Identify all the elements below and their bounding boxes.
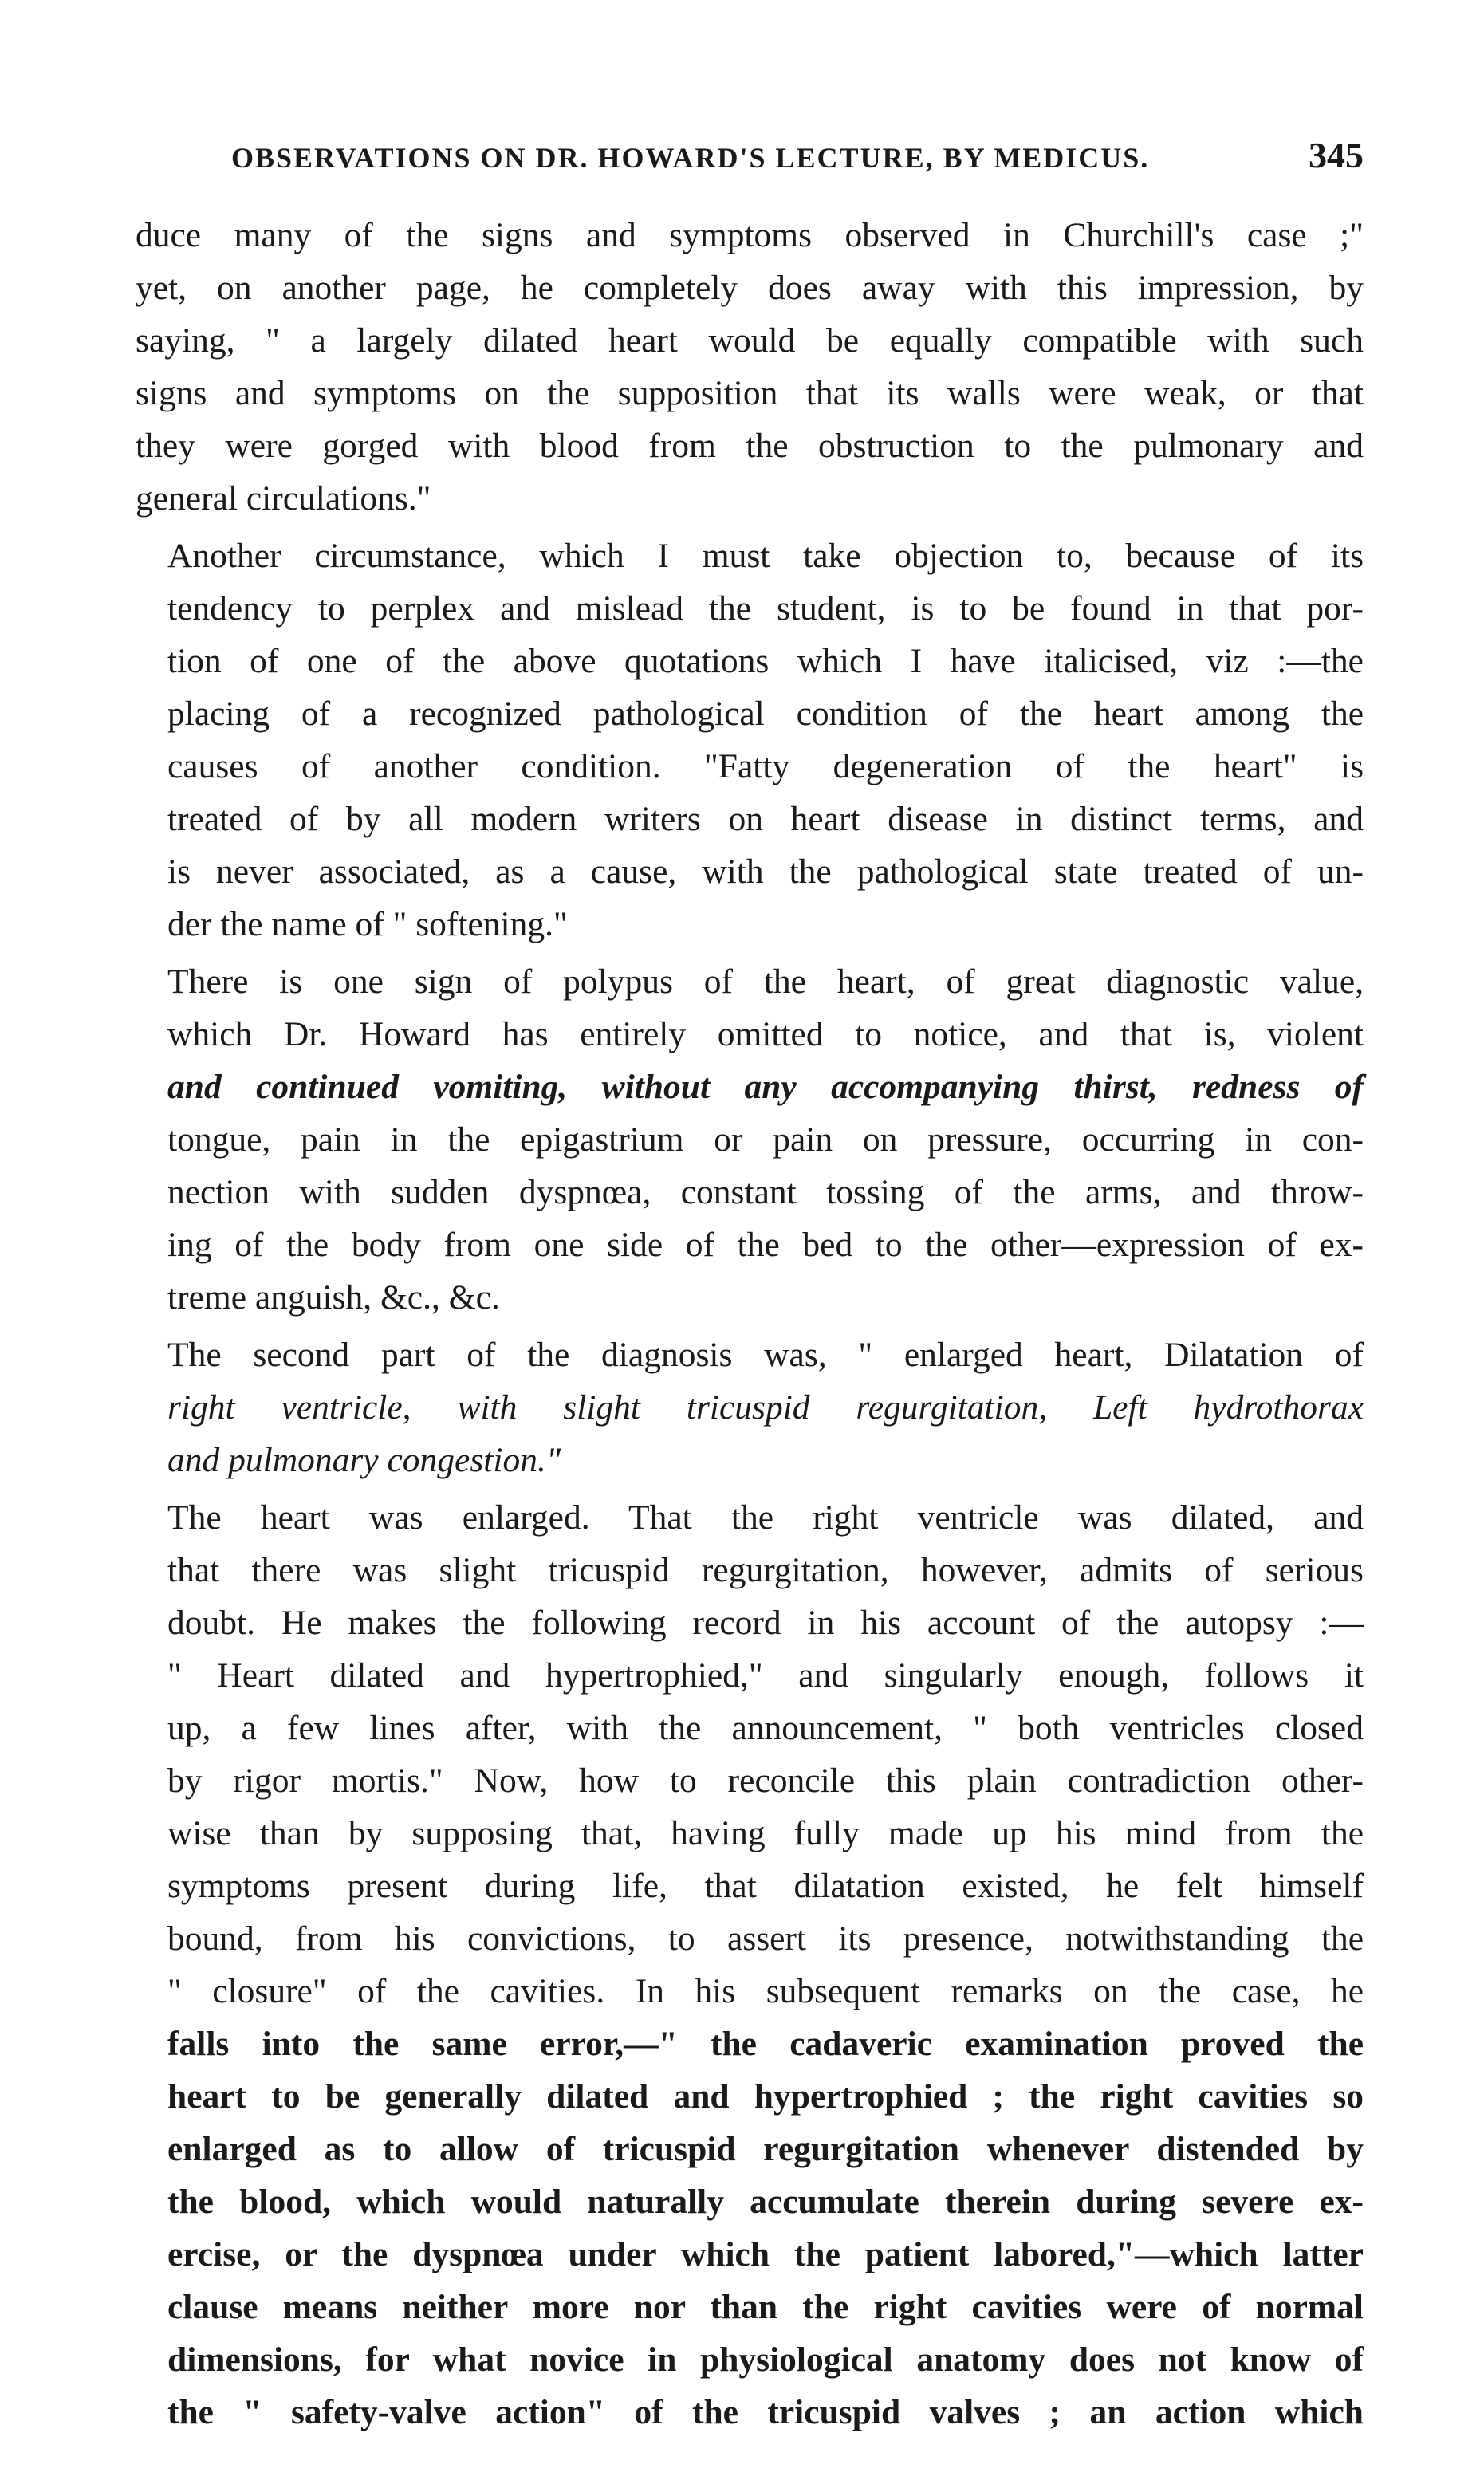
paragraph-heart-enlarged <box>136 1491 1364 2439</box>
text-line: and pulmonary congestion." <box>167 1441 561 1479</box>
text-line: doubt. He makes the following record in his account of the autopsy :— <box>167 1604 1364 1642</box>
text-line: falls into the same error,—" the cadaveric examination proved the <box>167 2025 1364 2063</box>
text-line: the " safety-valve action" of the tricuspid valves ; an action which <box>167 2393 1364 2431</box>
text-line: the blood, which would naturally accumulate therein during severe ex- <box>167 2183 1364 2221</box>
text-line: and continued vomiting, without any accompanying thirst, redness of <box>167 1068 1364 1106</box>
text-line: they were gorged with blood from the obstruction to the pulmonary and <box>136 427 1364 465</box>
text-line: dimensions, for what novice in physiological anatomy does not know of <box>167 2340 1364 2379</box>
text-line: enlarged as to allow of tricuspid regurgitation whenever distended by <box>167 2130 1364 2168</box>
text-line: heart to be generally dilated and hypertrophied ; the right cavities so <box>167 2077 1364 2116</box>
text-line: treme anguish, &c., &c. <box>167 1278 500 1317</box>
text-line: is never associated, as a cause, with the pathological state treated of un- <box>167 852 1364 891</box>
paragraph-second-diagnosis <box>136 1329 1364 1486</box>
text-line: causes of another condition. "Fatty degeneration of the heart" is <box>167 747 1364 785</box>
text-line: Another circumstance, which I must take objection to, because of its <box>167 537 1364 575</box>
text-line: wise than by supposing that, having fully made up his mind from the <box>167 1814 1364 1852</box>
paragraph-polypus-sign <box>136 955 1364 1324</box>
text-line: nection with sudden dyspnœa, constant tossing of the arms, and throw- <box>167 1173 1364 1211</box>
text-line: yet, on another page, he completely does away with this impression, by <box>136 269 1364 307</box>
text-line: saying, " a largely dilated heart would be equally compatible with such <box>136 321 1364 360</box>
text-line: duce many of the signs and symptoms observed in Churchill's case ;" <box>136 216 1364 254</box>
text-line: treated of by all modern writers on heart disease in distinct terms, and <box>167 800 1364 838</box>
text-line: " Heart dilated and hypertrophied," and singularly enough, follows it <box>167 1656 1364 1695</box>
text-line: ercise, or the dyspnœa under which the patient labored,"—which latter <box>167 2235 1364 2273</box>
text-line: der the name of " softening." <box>167 905 568 943</box>
text-line: placing of a recognized pathological condition of the heart among the <box>167 695 1364 733</box>
text-line: bound, from his convictions, to assert its presence, notwithstanding the <box>167 1919 1364 1958</box>
page-number: 345 <box>1309 135 1364 175</box>
text-line: up, a few lines after, with the announcement, " both ventricles closed <box>167 1709 1364 1747</box>
text-line: by rigor mortis." Now, how to reconcile this plain contradiction other- <box>167 1762 1364 1800</box>
running-title: OBSERVATIONS ON DR. HOWARD'S LECTURE, BY MEDICUS. <box>231 142 1150 174</box>
text-line: right ventricle, with slight tricuspid regurgitation, Left hydrothorax <box>167 1388 1364 1427</box>
text-line: symptoms present during life, that dilatation existed, he felt himself <box>167 1867 1364 1905</box>
text-line: The heart was enlarged. That the right ventricle was dilated, and <box>167 1498 1364 1537</box>
body-text <box>136 209 1364 2439</box>
text-line: tongue, pain in the epigastrium or pain on pressure, occurring in con- <box>167 1120 1364 1159</box>
running-head <box>136 134 1364 190</box>
text-line: clause means neither more nor than the right cavities were of normal <box>167 2288 1364 2326</box>
text-line: which Dr. Howard has entirely omitted to notice, and that is, violent <box>167 1015 1364 1053</box>
text-line: general circulations." <box>136 479 431 518</box>
text-line: The second part of the diagnosis was, " enlarged heart, Dilatation of <box>167 1336 1364 1374</box>
paragraph-another-circumstance <box>136 529 1364 951</box>
text-line: " closure" of the cavities. In his subsequent remarks on the case, he <box>167 1972 1364 2010</box>
text-line: ing of the body from one side of the bed to the other—expression of ex- <box>167 1226 1364 1264</box>
text-line: There is one sign of polypus of the heart, of great diagnostic value, <box>167 963 1364 1001</box>
text-line: tendency to perplex and mislead the student, is to be found in that por- <box>167 589 1364 628</box>
text-line: that there was slight tricuspid regurgitation, however, admits of serious <box>167 1551 1364 1589</box>
text-line: signs and symptoms on the supposition that its walls were weak, or that <box>136 374 1364 412</box>
text-line: tion of one of the above quotations which I have italicised, viz :—the <box>167 642 1364 680</box>
paragraph-continued <box>136 209 1364 525</box>
